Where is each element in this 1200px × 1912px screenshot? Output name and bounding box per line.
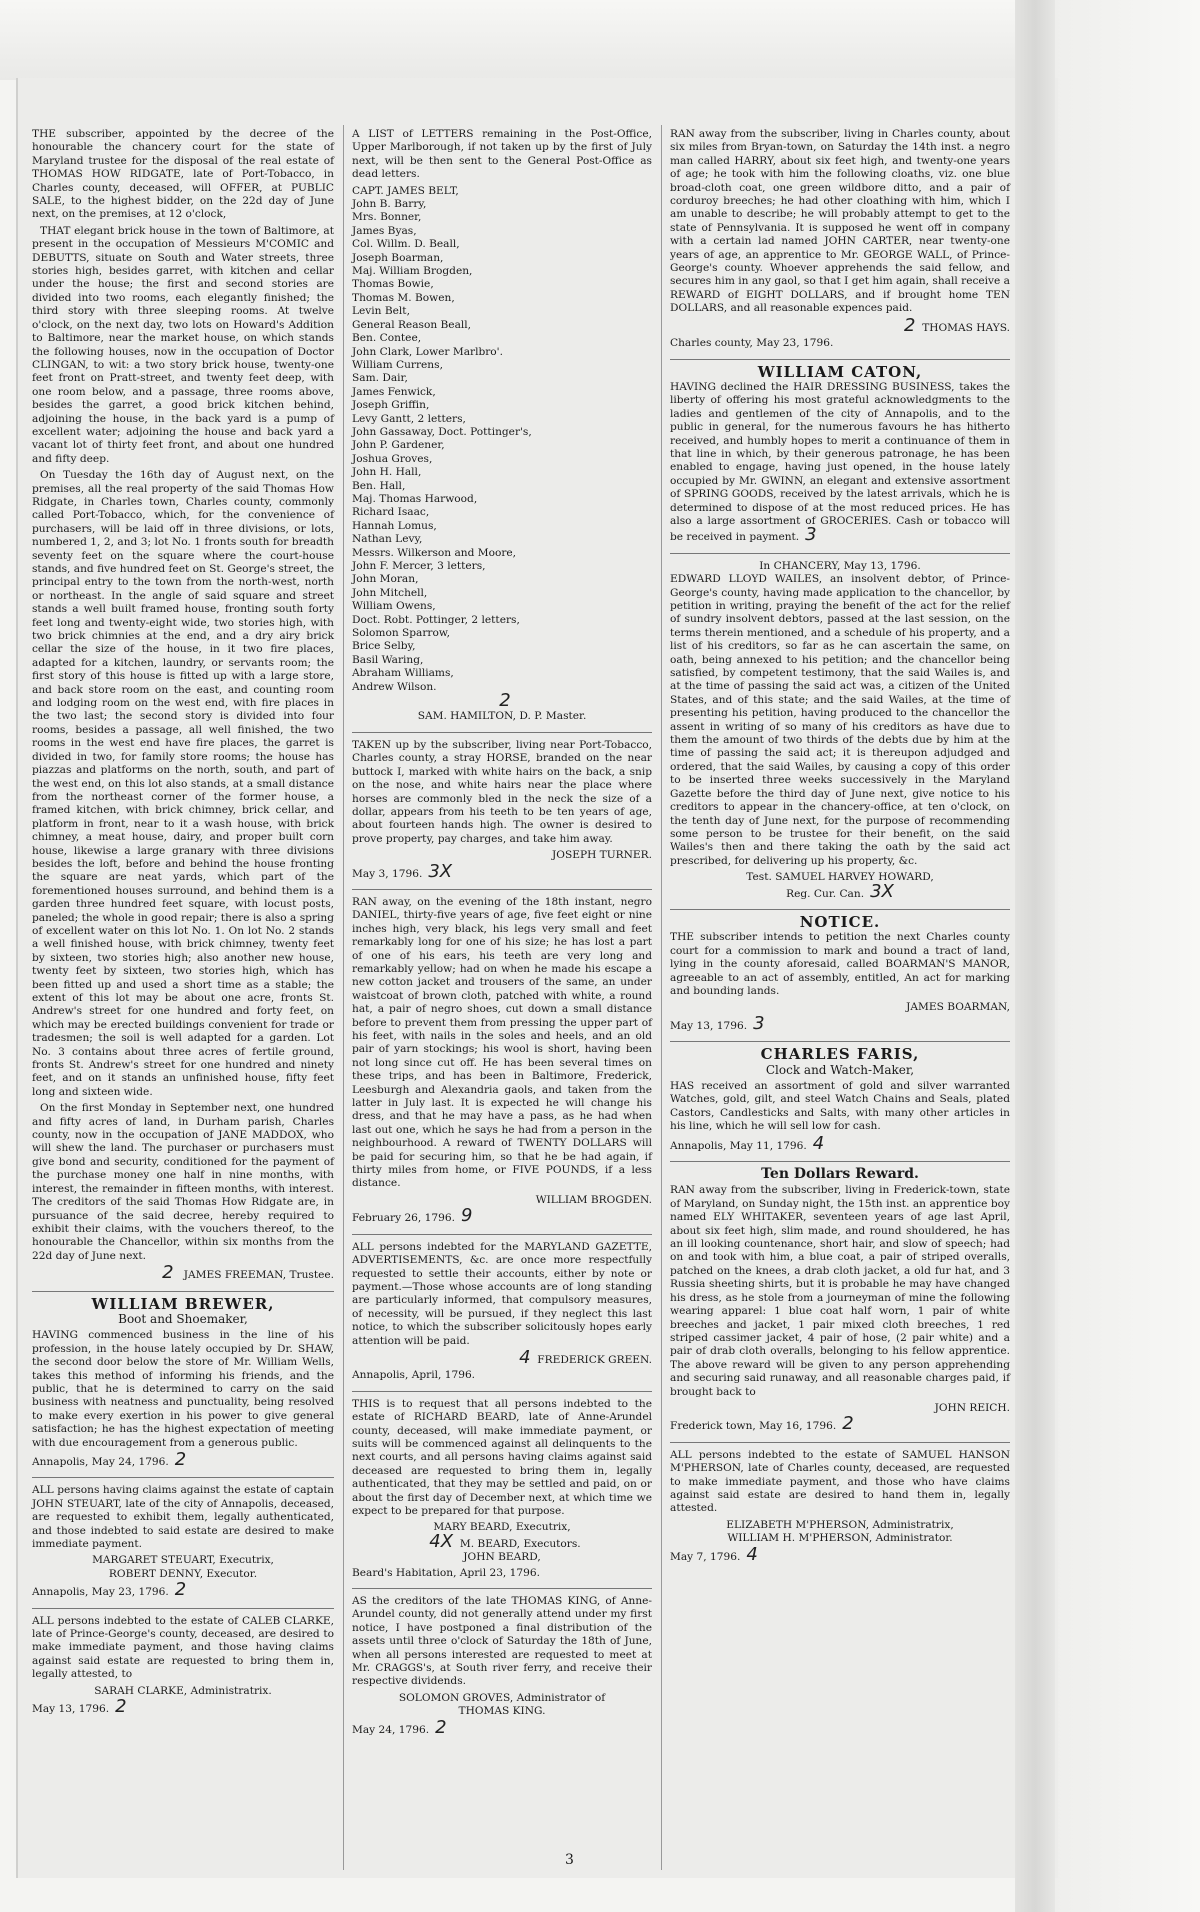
ad-signature: ELIZABETH M'PHERSON, Administratrix, (726, 1518, 954, 1531)
handwritten-mark: 2 (903, 314, 916, 336)
column-rule (661, 125, 662, 1870)
signature-text: M. BEARD, (459, 1537, 521, 1550)
column-2 (352, 128, 652, 1745)
letter-recipient: Col. Willm. D. Beall, (352, 238, 460, 251)
handwritten-mark-row (352, 690, 652, 712)
handwritten-mark: 2 (842, 1413, 854, 1435)
ad-text: On Tuesday the 16th day of August next, on the premises, all the real property of the said Thomas How Ridgate, in Charles town, Charles county, commonly called Port-Tobacco, which, for the convenience of purchasers, will be laid off in three divisions, or lots, numbered 1, 2, and 3; lot No. 1 fronts south for breadth seventy feet on the square where the court-house stands, and five hundred feet on St. George's street, the principal entry to the town from the north-west, north or northeast. In the angle of said square and street stands a well built framed house, fronting south forty feet long and twenty-eight wide, two stories high, with two brick chimnies at the end, and a dry airy brick cellar the size of the house, in it two fire places, adapted for a kitchen, laundry, or servants room; the first story of this house is fitted up with a large store, and back store room on the east, and counting room and lodging room on the west end, with fire places in the two last; the second story is divided into four rooms, besides a passage, all well finished, the two rooms in the west end have fire places, the garret is divided in two, for family store rooms; the house has piazzas and platforms on the north, south, and part of the west end, on this lot also stands, at a small distance from the northeast corner of the former house, a framed kitchen, with brick chimney, brick cellar, and platform in front, near to it a wash house, with brick chimney, a meat house, dairy, and proper built corn house, likewise a large granary with three divisions besides the loft, before and behind the house fronting the square are neat yards, which part of the forementioned houses surround, and behind them is a garden three hundred feet square, with locust posts, paneled; the whole in good repair; there is also a spring of excellent water on this lot No. 1. On lot No. 2 stands a well finished house, with brick chimney, twenty feet by sixteen, two stories high; also another new house, twenty feet by sixteen, two stories high, which has been fitted up and used a short time as a stable; the extent of this lot may be about one acre, fronts St. Andrew's street for one hundred and forty feet, on which may be erected buildings convenient for trade or tradesmen; the soil is well adapted for a garden. Lot No. 3 contains about three acres of fertile ground, fronts St. Andrew's street for one hundred and ninety feet, and on it stands an unfinished house, fifty feet long and sixteen wide. (32, 469, 334, 1098)
ad-date (32, 1449, 334, 1470)
handwritten-mark: 4X (429, 1530, 454, 1552)
ad-heading: In CHANCERY, May 13, 1796. (759, 559, 921, 572)
letter-name-list (352, 185, 652, 694)
letter-recipient: John P. Gardener, (352, 439, 445, 452)
handwritten-mark: 4 (519, 1346, 531, 1368)
ad-signature: JAMES BOARMAN, (906, 1001, 1010, 1014)
handwritten-mark: 4 (812, 1132, 825, 1154)
ad-caton (670, 362, 1010, 546)
ad-title: WILLIAM BREWER, (91, 1294, 275, 1313)
letter-recipient: Hannah Lomus, (352, 519, 437, 532)
ad-notice-boarman (670, 912, 1010, 1034)
letter-recipient: John Moran, (352, 573, 419, 586)
ad-brogden-runaway (352, 896, 652, 1226)
letter-recipient: Doct. Robt. Pottinger, 2 letters, (352, 613, 520, 626)
ad-signature: JOHN BEARD, (463, 1551, 541, 1564)
ad-date (32, 1579, 334, 1601)
date-text: May 24, 1796. (352, 1723, 430, 1736)
divider (352, 1588, 652, 1589)
ad-signature: SOLOMON GROVES, Administrator of (398, 1691, 606, 1704)
handwritten-mark: 2 (499, 690, 511, 712)
letter-recipient: Levin Belt, (352, 305, 410, 318)
letter-recipient: William Owens, (352, 600, 436, 613)
date-text: May 13, 1796. (670, 1019, 748, 1032)
divider (352, 1234, 652, 1235)
ad-signature: THOMAS KING. (458, 1705, 546, 1718)
letter-recipient: Sam. Dair, (352, 372, 408, 385)
ad-date (352, 1205, 652, 1227)
letter-recipient: CAPT. JAMES BELT, (352, 184, 459, 197)
ad-clarke (32, 1615, 334, 1717)
handwritten-mark: 2 (162, 1262, 174, 1284)
handwritten-mark: 2 (115, 1696, 127, 1718)
letter-recipient: John H. Hall, (352, 466, 422, 479)
ad-steuart (32, 1484, 334, 1599)
ad-signature (670, 880, 1010, 902)
ad-signature: WILLIAM BROGDEN. (535, 1193, 652, 1206)
letter-recipient: Solomon Sparrow, (352, 627, 451, 640)
date-text: May 3, 1796. (352, 867, 423, 880)
handwritten-mark: 9 (460, 1205, 473, 1227)
ad-title: CHARLES FARIS, (760, 1045, 920, 1064)
handwritten-mark: 3X (870, 880, 894, 902)
divider (670, 909, 1010, 910)
ad-brewer (32, 1294, 334, 1470)
divider (352, 889, 652, 890)
letter-recipient: John Clark, Lower Marlbro'. (352, 345, 503, 358)
ad-signature: MARY BEARD, Executrix, (433, 1521, 571, 1534)
handwritten-mark: 3 (753, 1012, 765, 1034)
ad-title: WILLIAM CATON, (757, 362, 923, 381)
handwritten-mark: 2 (174, 1579, 187, 1601)
date-text: May 13, 1796. (32, 1703, 110, 1716)
letter-recipient: John F. Mercer, 3 letters, (352, 560, 486, 572)
signature-text: JAMES FREEMAN, Trustee. (183, 1269, 334, 1282)
page-number: 3 (565, 1852, 574, 1868)
signature-text: THOMAS HAYS. (922, 321, 1010, 334)
divider (670, 1041, 1010, 1042)
scan-right-margin (1050, 0, 1200, 1912)
ad-text: THAT elegant brick house in the town of Baltimore, at present in the occupation of Messieurs M'COMIC and DEBUTTS, situate on South and Water streets, three stories high, besides garret, with kitchen and cellar under the house; the first and second stories are divided into two rooms, each elegantly finished; the third story with three sleeping rooms. At twelve o'clock, on the next day, two lots on Howard's Addition to Baltimore, near the market house, on which stands the following houses, now in the occupation of Doctor CLINGAN, to wit: a two story brick house, twenty-one feet front on Pratt-street, and twenty feet deep, with one room below, and a passage, three rooms above, besides the garret, a good brick kitchen behind, adjoining the house, in the back yard is a pump of excellent water; adjoining the house and back yard a vacant lot of thirty feet front, and about one hundred and fifty deep. (32, 224, 334, 465)
letter-recipient: Abraham Williams, (352, 667, 454, 680)
letter-recipient: Mrs. Bonner, (352, 211, 422, 224)
letter-recipient: Richard Isaac, (352, 506, 430, 519)
ad-date (670, 1132, 1010, 1154)
signature-text: Executors. (523, 1537, 581, 1550)
divider (352, 732, 652, 733)
ad-ridgate-trustee-sale (32, 128, 334, 1283)
ad-text: RAN away, on the evening of the 18th instant, negro DANIEL, thirty-five years of age, five feet eight or nine inches high, very black, his legs very small and feet remarkably long for one of his size; he has lost a part of one of his ears, his teeth are very long and remarkably yellow; had on when he made his escape a new cotton jacket and trousers of the same, an under waistcoat of brown cloth, patched with white, a round hat, a pair of negro shoes, cut down a small distance before to prevent them from pressing the upper part of his feet, with nails in the soles and heels, and an old pair of yarn stockings; his wool is short, having been not long since cut off. He has been several times on these trips, and has been in Baltimore, Frederick, Leesburgh and Alexandria gaols, and taken from the latter in July last. It is expected he will change his dress, and that he may have a pass, as he had when last out one, which he says he had from a person in the neighbourhood. A reward of TWENTY DOLLARS will be paid for securing him, so that he be had again, if thirty miles from home, or FIVE POUNDS, if a less distance. (352, 895, 652, 1190)
letter-recipient: Ben. Contee, (352, 332, 422, 345)
ad-date (670, 1543, 1010, 1565)
divider (670, 553, 1010, 554)
ad-date (670, 1413, 1010, 1435)
ad-signature: JOHN REICH. (934, 1401, 1010, 1414)
column-1 (32, 128, 334, 1725)
ad-turner-stray-horse (352, 739, 652, 881)
ad-text: HAVING commenced business in the line of his profession, in the house lately occupied by Dr. SHAW, the second door below the store of Mr. William Wells, takes this method of informing his friends, and the public, that he is determined to carry on the said business with neatness and punctuality, being resolved to make every exertion in his power to give general satisfaction; he has the highest expectation of meeting with due encouragement from a generous public. (32, 1329, 334, 1449)
letter-recipient: John Gassaway, Doct. Pottinger's, (352, 425, 532, 438)
letter-recipient: John B. Barry, (352, 198, 427, 211)
ad-beard-estate (352, 1398, 652, 1580)
ad-chancery-wailes (670, 560, 1010, 901)
ad-text: AS the creditors of the late THOMAS KING, of Anne-Arundel county, did not generally attend under my first notice, I have postponed a final distribution of the assets until three o'clock of Saturday the 18th of June, when all persons interested are requested to meet at Mr. CRAGGS's, at South river ferry, and receive their respective dividends. (352, 1595, 652, 1688)
signature-text: Reg. Cur. Can. (786, 887, 865, 900)
divider (32, 1477, 334, 1478)
handwritten-mark: 3 (805, 524, 817, 546)
letter-recipient: General Reason Beall, (352, 318, 472, 331)
ad-date (32, 1696, 334, 1718)
ad-signature (352, 1346, 652, 1368)
ad-signature (352, 1530, 652, 1552)
ad-text: TAKEN up by the subscriber, living near Port-Tobacco, Charles county, a stray HORSE, branded on the near buttock I, marked with white hairs on the back, a snip on the nose, and white hairs near the place where horses are commonly bled in the neck the size of a dollar, appears from his teeth to be ten years of age, about fourteen hands high. The owner is desired to prove property, pay charges, and take him away. (352, 738, 652, 845)
letter-recipient: John Mitchell, (352, 586, 428, 599)
ad-faris (670, 1045, 1010, 1154)
letter-recipient: James Byas, (352, 224, 417, 237)
ad-subtitle: Boot and Shoemaker, (118, 1311, 248, 1326)
letter-recipient: Maj. William Brogden, (352, 265, 473, 278)
ad-title: Ten Dollars Reward. (761, 1166, 919, 1183)
ad-text: ALL persons indebted to the estate of CALEB CLARKE, late of Prince-George's county, deceased, are desired to make immediate payment, and those having claims against said estate are requested to bring them in, legally attested, to (32, 1614, 334, 1681)
ad-text: HAS received an assortment of gold and silver warranted Watches, gold, gilt, and steel Watch Chains and Seals, plated Castors, Candlesticks and Salts, with many other articles in his line, which he will sell low for cash. (670, 1080, 1010, 1133)
ad-signature: ROBERT DENNY, Executor. (108, 1567, 258, 1580)
date-text: Frederick town, May 16, 1796. (670, 1420, 837, 1433)
ad-text: EDWARD LLOYD WAILES, an insolvent debtor, of Prince-George's county, having made application to the chancellor, by petition in writing, praying the benefit of the act for the relief of sundry insolvent debtors, passed at the last session, on the terms therein mentioned, and a schedule of his property, and a list of his creditors, so far as he can ascertain the same, on oath, being annexed to his petition; and the chancellor being satisfied, by competent testimony, that the said Wailes is, and at the time of passing the said act was, a citizen of the United States, and of this state; and the said Wailes, at the time of presenting his petition, having produced to the chancellor the assent in writing of so many of his creditors as have due to them the amount of two thirds of the debts due by him at the time of passing the said act; it is thereupon adjudged and ordered, that the said Wailes, by causing a copy of this order to be inserted three weeks successively in the Maryland Gazette before the third day of June next, give notice to his creditors to appear in the chancery-office, at ten o'clock, on the tenth day of June next, for the purpose of recommending some person to be trustee for their benefit, on the said Wailes's then and there taking the oath by the said act prescribed, for delivering up his property, &c. (670, 573, 1010, 867)
handwritten-mark: 2 (435, 1716, 447, 1738)
ad-text: ALL persons having claims against the estate of captain JOHN STEUART, late of the city of Annapolis, deceased, are requested to exhibit them, legally authenticated, and those indebted to said estate are desired to make immediate payment. (32, 1484, 334, 1551)
ad-text: A LIST of LETTERS remaining in the Post-Office, Upper Marlborough, if not taken up by the first of July next, will be then sent to the General Post-Office as dead letters. (352, 128, 652, 181)
divider (670, 1161, 1010, 1162)
ad-signature: WILLIAM H. M'PHERSON, Administrator. (727, 1532, 953, 1545)
letter-recipient: Basil Waring, (352, 653, 424, 666)
ad-date (352, 1716, 652, 1738)
ad-title: NOTICE. (799, 912, 881, 931)
letter-recipient: Maj. Thomas Harwood, (352, 492, 478, 505)
ad-signature: JOSEPH TURNER. (552, 849, 652, 862)
binding-gutter (1015, 0, 1055, 1912)
divider (670, 359, 1010, 360)
ad-signature: SAM. HAMILTON, D. P. Master. (417, 710, 587, 723)
letter-recipient: Nathan Levy, (352, 533, 423, 546)
ad-signature: SARAH CLARKE, Administratrix. (94, 1684, 272, 1697)
date-text: Annapolis, May 23, 1796. (32, 1586, 169, 1599)
letter-recipient: Joseph Griffin, (352, 399, 430, 412)
letter-recipient: Thomas Bowie, (352, 278, 434, 291)
ad-reich-reward (670, 1168, 1010, 1434)
ad-date (670, 1012, 1010, 1034)
ad-text: THE subscriber, appointed by the decree of the honourable the chancery court for the state of Maryland trustee for the disposal of the real estate of THOMAS HOW RIDGATE, late of Port-Tobacco, in Charles county, deceased, will OFFER, at PUBLIC SALE, to the highest bidder, on the 22d day of June next, on the premises, at 12 o'clock, (32, 128, 334, 221)
ad-mcpherson-estate (670, 1449, 1010, 1564)
letter-recipient: Andrew Wilson. (352, 680, 437, 693)
ad-text: THE subscriber intends to petition the next Charles county court for a commission to mark and bound a tract of land, lying in the county aforesaid, called BOARMAN'S MANOR, agreeable to an act of assembly, entitled, An act for marking and bounding lands. (670, 931, 1010, 997)
ad-text: ALL persons indebted to the estate of SAMUEL HANSON M'PHERSON, late of Charles county, deceased, are requested to make immediate payment, and those who have claims against said estate are desired to hand them in, legally attested. (670, 1448, 1010, 1515)
handwritten-mark: 4 (746, 1543, 758, 1565)
ad-date (352, 860, 652, 882)
ad-text: On the first Monday in September next, one hundred and fifty acres of land, in Durham parish, Charles county, now in the occupation of JANE MADDOX, who will shew the land. The purchaser or purchasers must give bond and security, conditioned for the payment of the purchase money one half in nine months, with interest, the remainder in fifteen months, with interest. The creditors of the said Thomas How Ridgate are, in pursuance of the said decree, hereby required to exhibit their claims, with the vouchers thereof, to the honourable the Chancellor, within six months from the 22d day of June next. (32, 1102, 334, 1262)
date-text: Annapolis, May 11, 1796. (670, 1139, 807, 1152)
ad-signature: Test. SAMUEL HARVEY HOWARD, (746, 871, 934, 884)
divider (32, 1608, 334, 1609)
ad-signature (32, 1262, 334, 1284)
date-text: Annapolis, May 24, 1796. (32, 1456, 169, 1468)
column-3 (670, 128, 1010, 1572)
ad-king-creditors (352, 1595, 652, 1737)
ad-text (670, 381, 1010, 545)
ad-hays-runaway (670, 128, 1010, 351)
divider (670, 1442, 1010, 1443)
ad-text: RAN away from the subscriber, living in Charles county, about six miles from Bryan-town, on Saturday the 14th inst. a negro man called HARRY, about six feet high, and twenty-one years of age; he took with him the following cloaths, viz. one blue broad-cloth coat, one green wildbore ditto, and a pair of corduroy breeches; he had other cloathing with him, which I am unable to describe; he will probably attempt to get to the state of Pennsylvania. It is supposed he went off in company with a certain lad named JOHN CARTER, near twenty-one years of age, an apprentice to Mr. GEORGE WALL, of Prince-George's county. Whoever apprehends the said fellow, and secures him in any gaol, so that I get him again, shall receive a REWARD of EIGHT DOLLARS, and if brought home TEN DOLLARS, and all reasonable expences paid. (670, 128, 1010, 315)
column-rule (343, 125, 344, 1870)
letter-recipient: Brice Selby, (352, 640, 416, 653)
ad-date: Beard's Habitation, April 23, 1796. (352, 1566, 540, 1579)
handwritten-mark: 2 (174, 1449, 187, 1470)
letter-recipient: Joshua Groves, (352, 452, 433, 465)
letter-recipient: James Fenwick, (352, 385, 436, 398)
ad-date: Charles county, May 23, 1796. (670, 337, 834, 350)
date-text: May 7, 1796. (670, 1550, 741, 1563)
ad-body-text: HAVING declined the HAIR DRESSING BUSINESS, takes the liberty of offering his most grateful acknowledgments to the ladies and gentlemen of the city of Annapolis, and to the public in general, for the numerous favours he has hitherto received, and humbly hopes to merit a continuance of them in that line in which, by their generous patronage, he has been enabled to engage, having just opened, in the house lately occupied by Mr. GWINN, an elegant and extensive assortment of SPRING GOODS, received by the latest arrivals, which he is determined to dispose of at the most reduced prices. He has also a large assortment of GROCERIES. Cash or tobacco will be received in payment. (670, 380, 1010, 544)
ad-date: Annapolis, April, 1796. (352, 1369, 476, 1382)
ad-signature (670, 314, 1010, 336)
letter-recipient: Ben. Hall, (352, 479, 406, 492)
ad-text: RAN away from the subscriber, living in Frederick-town, state of Maryland, on Sunday night, the 15th inst. an apprentice boy named ELY WHITAKER, seventeen years of age last April, about six feet high, slim made, and round shouldered, he has an ill looking countenance, short hair, and slow of speech; had on and took with him, a blue coat, a pair of striped overalls, patched on the knees, a drab cloth jacket, a old fur hat, and 3 Russia sheeting shirts, but it is probable he may have changed his dress, as he stole from a journeyman of mine the following wearing apparel: 1 blue coat half worn, 1 pair of white breeches and jacket, 1 pair mixed cloth breeches, 1 red striped cassimer jacket, 4 pair of hose, (2 pair white) and a pair of drab cloth overalls, belonging to his fellow apprentice. The above reward will be given to any person apprehending and securing said runaway, and all reasonable charges paid, if brought back to (670, 1184, 1010, 1398)
handwritten-mark: 3X (428, 860, 453, 882)
letter-recipient: Thomas M. Bowen, (352, 291, 455, 304)
letter-recipient: Levy Gantt, 2 letters, (352, 412, 466, 425)
ad-green-gazette (352, 1241, 652, 1383)
ad-subtitle: Clock and Watch-Maker, (765, 1062, 915, 1077)
divider (32, 1291, 334, 1292)
ad-signature: MARGARET STEUART, Executrix, (92, 1554, 274, 1567)
date-text: February 26, 1796. (352, 1212, 455, 1225)
ad-text: ALL persons indebted for the MARYLAND GAZETTE, ADVERTISEMENTS, &c. are once more respectfully requested to settle their accounts, either by note or payment.—Those whose accounts are of long standing are particularly informed, that compulsory measures, of necessity, will be pursued, if they neglect this last notice, to which the subscriber solicitously hopes early attention will be paid. (352, 1240, 652, 1347)
letter-recipient: Messrs. Wilkerson and Moore, (352, 546, 517, 559)
ad-letter-list (352, 128, 652, 724)
divider (352, 1391, 652, 1392)
letter-recipient: Joseph Boarman, (352, 251, 444, 264)
letter-recipient: William Currens, (352, 358, 443, 371)
signature-text: FREDERICK GREEN. (537, 1353, 652, 1366)
ad-text: THIS is to request that all persons indebted to the estate of RICHARD BEARD, late of Anne-Arundel county, deceased, will make immediate payment, or suits will be commenced against all delinquents to the next courts, and all persons having claims against said deceased are requested to bring them in, legally authenticated, that they may be settled and paid, on or about the first day of December next, at which time we expect to be prepared for that purpose. (352, 1397, 652, 1517)
